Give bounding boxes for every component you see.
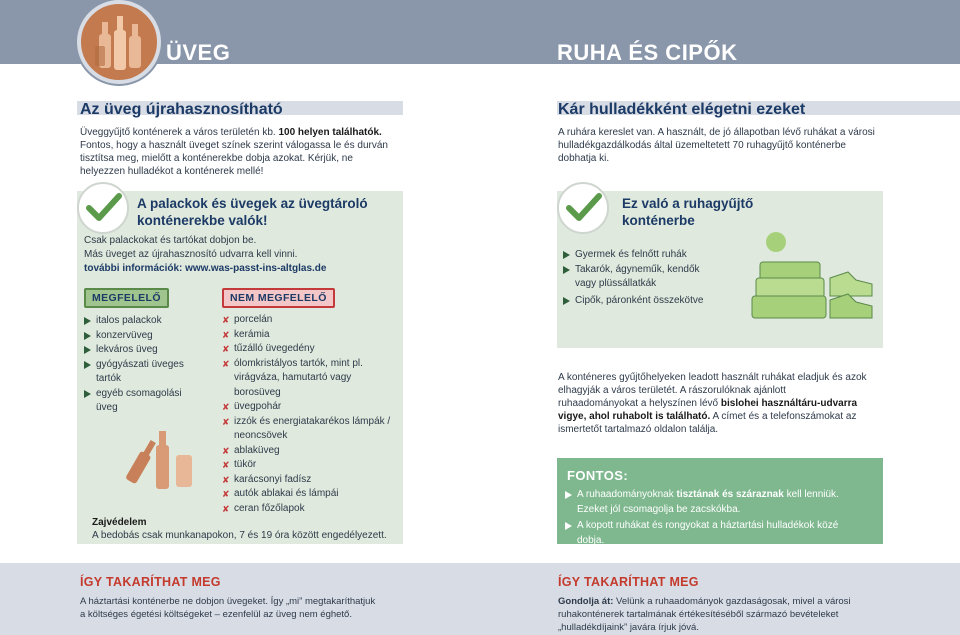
glass-bottles-logo [77,0,161,84]
list-item: italos palackok [84,314,194,329]
clothes-savings-title: ÍGY TAKARÍTHAT MEG [558,575,699,589]
list-item: ✘ autók ablakai és lámpái [222,487,397,502]
glass-savings-text: A háztartási konténerbe ne dobjon üvegeket. Így „mi” megtakaríthatjuk a költséges égetési költségeket – ezenfelül az üveg nem éghető. [80,596,376,620]
list-item: ✘ ólomkristályos tartók, mint pl. virágváza, hamutartó vagy borosüveg [222,357,397,401]
list-item: lekváros üveg [84,343,194,358]
list-item: ✘ karácsonyi fadísz [222,473,397,488]
list-item: ✘ tükör [222,458,397,473]
list-item: ✘ ablaküveg [222,444,397,459]
ok-list [84,314,194,416]
list-item: ✘ kerámia [222,328,397,343]
glass-more-info: további információk: www.was-passt-ins-altglas.de [84,263,327,274]
clothes-intro: A ruhára kereslet van. A használt, de jó állapotban lévő ruhákat a városi hulladékgazdálkodás által üzemeltetett 70 ruhagyűjtő konténerbe dobhatja ki. [558,127,875,164]
clothes-savings-text: Gondolja át: Velünk a ruhaadományok gazdaságosak, mivel a városi ruhakonténerek tartalmának értékesítéséből származó bevételeket „hulladékdíjaink” javára írjuk jóvá. [558,596,851,633]
glass-savings-title: ÍGY TAKARÍTHAT MEG [80,575,221,589]
list-item: ✘ üvegpohár [222,400,397,415]
glass-box-title: A palackok és üvegek az üvegtároló konténerekbe valók! [137,196,368,228]
clothes-section-title: Kár hulladékként elégetni ezeket [558,101,806,118]
important-list [565,488,865,548]
important-title: FONTOS: [567,468,629,483]
list-item: ✘ ceran főzőlapok [222,502,397,517]
list-item: ✘ tűzálló üvegedény [222,342,397,357]
clothes-paragraph: A konténeres gyűjtőhelyeken leadott használt ruhákat eladjuk és azok elhagyják a város területét. A rászorulóknak ajánlott ruhaadományokat a helyszínen lévő bislohei használtáru-udvarra vigye, ahol ruhabolt is található. A címet és a telefonszámokat az ismertetőt tartalmazó oldalon találja. [558,372,867,435]
clothes-illustration [748,222,878,347]
important-box [557,458,883,544]
list-item: ✘ porcelán [222,313,397,328]
list-item: A kopott ruhákat és rongyokat a háztartási hulladékok közé dobja. [565,519,865,548]
noise-title: Zajvédelem [92,517,147,528]
list-item: Gyermek és felnőtt ruhák [563,248,718,263]
glass-line-2: Más üveget az újrahasznosító udvarra kell vinni. [84,249,298,260]
not-ok-list [222,313,397,516]
list-item: egyéb csomagolási üveg [84,387,194,416]
clothes-list [563,248,718,308]
check-icon [77,182,129,234]
list-item: konzervüveg [84,329,194,344]
noise-text: A bedobás csak munkanapokon, 7 és 19 óra között engedélyezett. [92,530,387,541]
clothes-box-title: Ez való a ruhagyűjtő konténerbe [622,196,754,228]
glass-page-title: ÜVEG [166,40,231,65]
glass-section-title: Az üveg újrahasznosítható [80,101,283,118]
list-item: gyógyászati üveges tartók [84,358,194,387]
list-item: Cipők, páronként összekötve [563,294,718,309]
bottles-illustration [122,425,202,500]
glass-intro: Üveggyűjtő konténerek a város területén kb. 100 helyen találhatók. Fontos, hogy a használt üveget színek szerint válogassa le és durván tisztítsa meg, mielőtt a konténerekbe dobja azokat. Kérjük, ne helyezzen hulladékot a konténerek mellé! [80,127,388,177]
list-item: A ruhaadományoknak tisztának és száraznak kell lenniük. Ezeket jól csomagolja be zacskókba. [565,488,865,517]
list-item: Takarók, ágyneműk, kendők vagy plüssállatkák [563,263,718,292]
check-icon [557,182,609,234]
clothes-page-title: RUHA ÉS CIPŐK [557,40,738,65]
not-ok-badge: NEM MEGFELELŐ [222,288,335,308]
glass-line-1: Csak palackokat és tartókat dobjon be. [84,235,257,246]
ok-badge: MEGFELELŐ [84,288,169,308]
list-item: ✘ izzók és energiatakarékos lámpák / neoncsövek [222,415,397,444]
